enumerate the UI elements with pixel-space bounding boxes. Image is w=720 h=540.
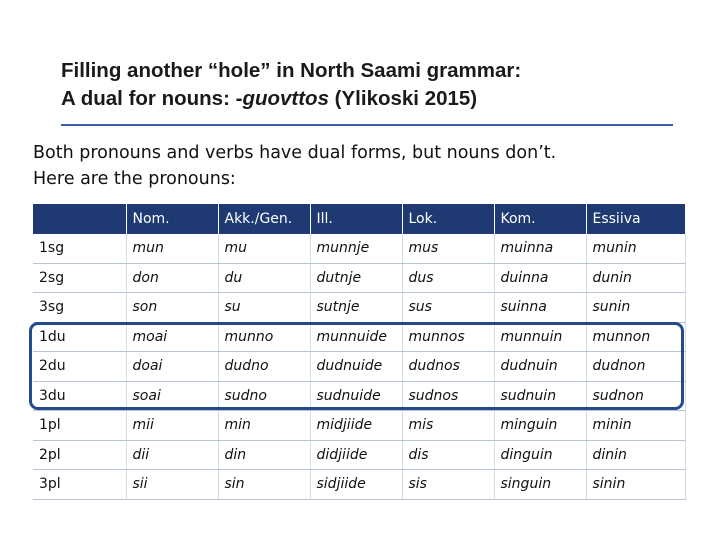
table-header [33,204,685,234]
pronoun-form-cell: midjiide [310,411,402,441]
table-row [33,411,685,441]
header-cell-kom: Kom. [494,204,586,234]
table-row [33,352,685,382]
pronoun-form-cell: sudno [218,381,310,411]
pronoun-form-cell: sudnos [402,381,494,411]
pronoun-form-cell: dinguin [494,440,586,470]
pronoun-form-cell: sis [402,470,494,500]
pronoun-form-cell: doai [126,352,218,382]
person-number-cell: 1sg [33,234,126,263]
pronoun-form-cell: sudnuide [310,381,402,411]
pronoun-form-cell: sin [218,470,310,500]
pronoun-form-cell: son [126,293,218,323]
person-number-cell: 1du [33,322,126,352]
pronoun-form-cell: soai [126,381,218,411]
pronoun-form-cell: don [126,263,218,293]
pronoun-form-cell: sutnje [310,293,402,323]
pronoun-form-cell: sidjiide [310,470,402,500]
title-line-2-suffix: (Ylikoski 2015) [328,87,478,110]
pronoun-form-cell: du [218,263,310,293]
table-row [33,234,685,263]
pronoun-form-cell: dus [402,263,494,293]
pronoun-form-cell: dudnuide [310,352,402,382]
title-divider [61,124,673,126]
pronoun-form-cell: sudnuin [494,381,586,411]
person-number-cell: 2pl [33,440,126,470]
table-row [33,440,685,470]
pronoun-form-cell: sii [126,470,218,500]
pronoun-form-cell: moai [126,322,218,352]
pronoun-form-cell: munnje [310,234,402,263]
header-cell-nom: Nom. [126,204,218,234]
body-line-2: Here are the pronouns: [33,169,236,189]
pronoun-form-cell: sus [402,293,494,323]
header-cell-akk-gen: Akk./Gen. [218,204,310,234]
person-number-cell: 2du [33,352,126,382]
header-cell-corner [33,204,126,234]
header-row [33,204,685,234]
table-row [33,322,685,352]
pronoun-form-cell: sinin [586,470,685,500]
pronoun-form-cell: sudnon [586,381,685,411]
person-number-cell: 3sg [33,293,126,323]
title-line-2-prefix: A dual for nouns: - [61,87,243,110]
pronoun-form-cell: minguin [494,411,586,441]
person-number-cell: 3du [33,381,126,411]
pronoun-form-cell: didjiide [310,440,402,470]
pronoun-form-cell: duinna [494,263,586,293]
pronoun-form-cell: dinin [586,440,685,470]
slide-title [61,57,701,113]
pronoun-form-cell: dudnos [402,352,494,382]
pronoun-form-cell: munnon [586,322,685,352]
pronoun-form-cell: minin [586,411,685,441]
pronoun-form-cell: dunin [586,263,685,293]
person-number-cell: 1pl [33,411,126,441]
pronoun-form-cell: dudnon [586,352,685,382]
pronoun-form-cell: suinna [494,293,586,323]
pronoun-form-cell: singuin [494,470,586,500]
pronoun-form-cell: mu [218,234,310,263]
pronoun-form-cell: munno [218,322,310,352]
pronoun-form-cell: din [218,440,310,470]
pronoun-form-cell: min [218,411,310,441]
pronoun-form-cell: muinna [494,234,586,263]
body-line-1: Both pronouns and verbs have dual forms, but nouns don’t. [33,143,557,163]
pronoun-form-cell: dudno [218,352,310,382]
pronoun-form-cell: sunin [586,293,685,323]
pronoun-form-cell: munnuide [310,322,402,352]
title-suffix-term: guovttos [242,87,329,110]
header-cell-essiiva: Essiiva [586,204,685,234]
pronoun-form-cell: mii [126,411,218,441]
pronoun-form-cell: dis [402,440,494,470]
pronoun-form-cell: munnos [402,322,494,352]
table-row [33,381,685,411]
person-number-cell: 3pl [33,470,126,500]
person-number-cell: 2sg [33,263,126,293]
table-row [33,263,685,293]
pronoun-form-cell: mis [402,411,494,441]
table-body [33,234,685,499]
title-line-2 [61,85,701,113]
header-cell-ill: Ill. [310,204,402,234]
pronoun-form-cell: dudnuin [494,352,586,382]
pronoun-form-cell: munnuin [494,322,586,352]
pronoun-form-cell: dii [126,440,218,470]
title-line-1: Filling another “hole” in North Saami grammar: [61,59,522,82]
pronoun-table [33,204,686,500]
header-cell-lok: Lok. [402,204,494,234]
body-text [33,140,693,192]
pronoun-form-cell: dutnje [310,263,402,293]
table-row [33,470,685,500]
pronoun-form-cell: mus [402,234,494,263]
pronoun-form-cell: su [218,293,310,323]
pronoun-form-cell: mun [126,234,218,263]
table-row [33,293,685,323]
pronoun-form-cell: munin [586,234,685,263]
